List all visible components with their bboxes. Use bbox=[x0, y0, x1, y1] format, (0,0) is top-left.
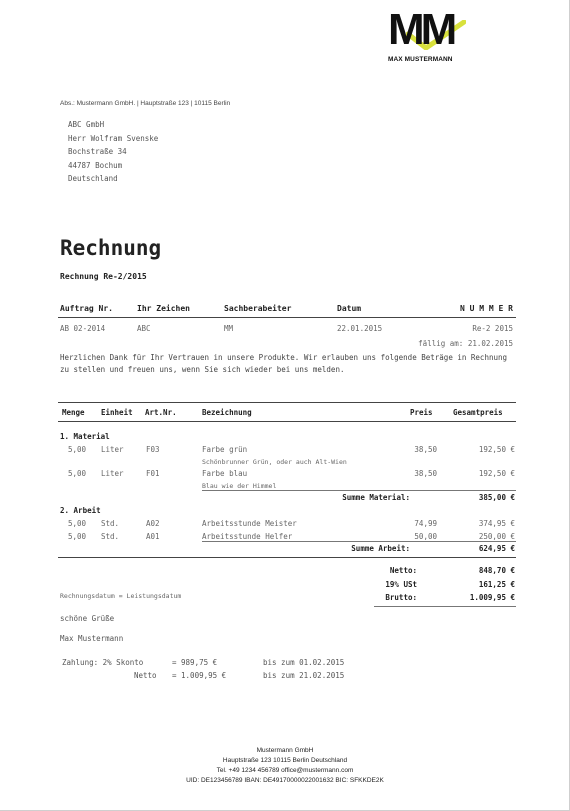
section-title-material: 1. Material bbox=[60, 432, 110, 441]
subtotal-label: Summe Material: bbox=[342, 493, 410, 502]
meta-header-order: Auftrag Nr. bbox=[60, 304, 113, 313]
col-header-qty: Menge bbox=[62, 408, 85, 417]
meta-value-clerk: MM bbox=[224, 324, 234, 333]
payment-label: Netto bbox=[134, 671, 157, 680]
meta-header-your-ref: Ihr Zeichen bbox=[137, 304, 190, 313]
row-unit: Std. bbox=[101, 532, 120, 541]
row-total: 250,00 € bbox=[478, 532, 515, 541]
col-header-desc: Bezeichnung bbox=[202, 408, 252, 417]
total-label-vat: 19% USt bbox=[385, 580, 417, 589]
footer-line: Tel. +49 1234 456789 office@mustermann.com bbox=[216, 767, 354, 774]
total-label-net: Netto: bbox=[389, 566, 417, 575]
col-header-art: Art.Nr. bbox=[145, 408, 177, 417]
closing-greeting: schöne Grüße bbox=[60, 614, 115, 623]
row-qty: 5,00 bbox=[68, 532, 87, 541]
logo-name: MAX MUSTERMANN bbox=[388, 56, 453, 63]
row-price: 74,99 bbox=[414, 519, 437, 528]
payment-due: bis zum 21.02.2015 bbox=[263, 671, 345, 680]
payment-label: Zahlung: 2% Skonto bbox=[62, 658, 144, 667]
document-title: Rechnung bbox=[60, 236, 162, 260]
recipient-address bbox=[68, 118, 158, 186]
table-bottom-rule bbox=[58, 557, 516, 558]
meta-value-order: AB 02-2014 bbox=[60, 324, 106, 333]
company-logo bbox=[388, 5, 460, 63]
payment-amount: = 1.009,95 € bbox=[172, 671, 227, 680]
subtotal-rule bbox=[202, 490, 516, 491]
total-label-gross: Brutto: bbox=[385, 593, 417, 602]
row-art: F01 bbox=[146, 469, 160, 478]
row-qty: 5,00 bbox=[68, 445, 87, 454]
total-value-gross: 1.009,95 € bbox=[469, 593, 515, 602]
total-value-vat: 161,25 € bbox=[478, 580, 515, 589]
subtotal-value: 385,00 € bbox=[478, 493, 515, 502]
page-footer bbox=[0, 746, 570, 786]
intro-text: Herzlichen Dank für Ihr Vertrauen in unsere Produkte. Wir erlauben uns folgende Beträge in Rechnung zu stellen und freuen uns, wenn Sie sich wieder bei uns melden. bbox=[60, 353, 508, 374]
recipient-line: Herr Wolfram Svenske bbox=[68, 133, 159, 143]
recipient-line: Bochstraße 34 bbox=[68, 147, 127, 156]
col-header-total: Gesamtpreis bbox=[453, 408, 503, 417]
footer-line: Hauptstraße 123 10115 Berlin Deutschland bbox=[222, 757, 348, 764]
row-desc: Farbe blau bbox=[202, 469, 248, 478]
row-unit: Liter bbox=[101, 469, 124, 478]
subtotal-rule bbox=[202, 541, 516, 542]
row-qty: 5,00 bbox=[68, 469, 87, 478]
row-total: 374,95 € bbox=[478, 519, 515, 528]
due-date: fällig am: 21.02.2015 bbox=[418, 339, 513, 348]
meta-value-number: Re-2 2015 bbox=[472, 324, 513, 333]
row-total: 192,50 € bbox=[478, 445, 515, 454]
footer-line: UID: DE123456789 IBAN: DE49170000022001632 BIC: SFKKDE2K bbox=[186, 777, 384, 784]
meta-value-date: 22.01.2015 bbox=[337, 324, 383, 333]
row-note: Schönbrunner Grün, oder auch Alt-Wien bbox=[202, 458, 347, 466]
meta-header-clerk: Sachberabeiter bbox=[224, 304, 292, 313]
row-desc: Farbe grün bbox=[202, 445, 248, 454]
totals-rule bbox=[374, 606, 516, 607]
row-art: A01 bbox=[146, 532, 160, 541]
recipient-line: ABC GmbH bbox=[68, 120, 105, 129]
row-price: 38,50 bbox=[414, 469, 437, 478]
logo-letters: MM bbox=[388, 5, 454, 54]
row-desc: Arbeitsstunde Meister bbox=[202, 519, 297, 528]
sender-line: Abs.: Mustermann GmbH. | Hauptstraße 123 | 10115 Berlin bbox=[60, 100, 231, 107]
payment-amount: = 989,75 € bbox=[172, 658, 218, 667]
closing-signature: Max Mustermann bbox=[60, 634, 124, 643]
document-subtitle: Rechnung Re-2/2015 bbox=[60, 272, 147, 281]
row-total: 192,50 € bbox=[478, 469, 515, 478]
meta-value-your-ref: ABC bbox=[137, 324, 151, 333]
row-qty: 5,00 bbox=[68, 519, 87, 528]
subtotal-value: 624,95 € bbox=[478, 544, 515, 553]
table-header-rule bbox=[58, 421, 516, 422]
total-value-net: 848,70 € bbox=[478, 566, 515, 575]
payment-due: bis zum 01.02.2015 bbox=[263, 658, 345, 667]
row-desc: Arbeitsstunde Helfer bbox=[202, 532, 293, 541]
row-price: 38,50 bbox=[414, 445, 437, 454]
meta-header-date: Datum bbox=[337, 304, 362, 313]
subtotal-label: Summe Arbeit: bbox=[351, 544, 410, 553]
invoice-date-note: Rechnungsdatum = Leistungsdatum bbox=[60, 592, 182, 600]
recipient-line: 44787 Bochum bbox=[68, 160, 123, 170]
row-unit: Std. bbox=[101, 519, 120, 528]
row-art: A02 bbox=[146, 519, 160, 528]
section-title-work: 2. Arbeit bbox=[60, 506, 101, 515]
table-top-rule bbox=[58, 402, 516, 403]
col-header-price: Preis bbox=[410, 408, 433, 417]
row-unit: Liter bbox=[101, 445, 124, 454]
row-note: Blau wie der Himmel bbox=[202, 482, 277, 490]
meta-divider bbox=[58, 317, 516, 318]
row-art: F03 bbox=[146, 445, 160, 454]
meta-header-number: N U M M E R bbox=[460, 304, 513, 313]
footer-line: Mustermann GmbH bbox=[256, 747, 314, 754]
recipient-line: Deutschland bbox=[68, 174, 118, 183]
row-price: 50,00 bbox=[414, 532, 437, 541]
col-header-unit: Einheit bbox=[101, 408, 133, 417]
